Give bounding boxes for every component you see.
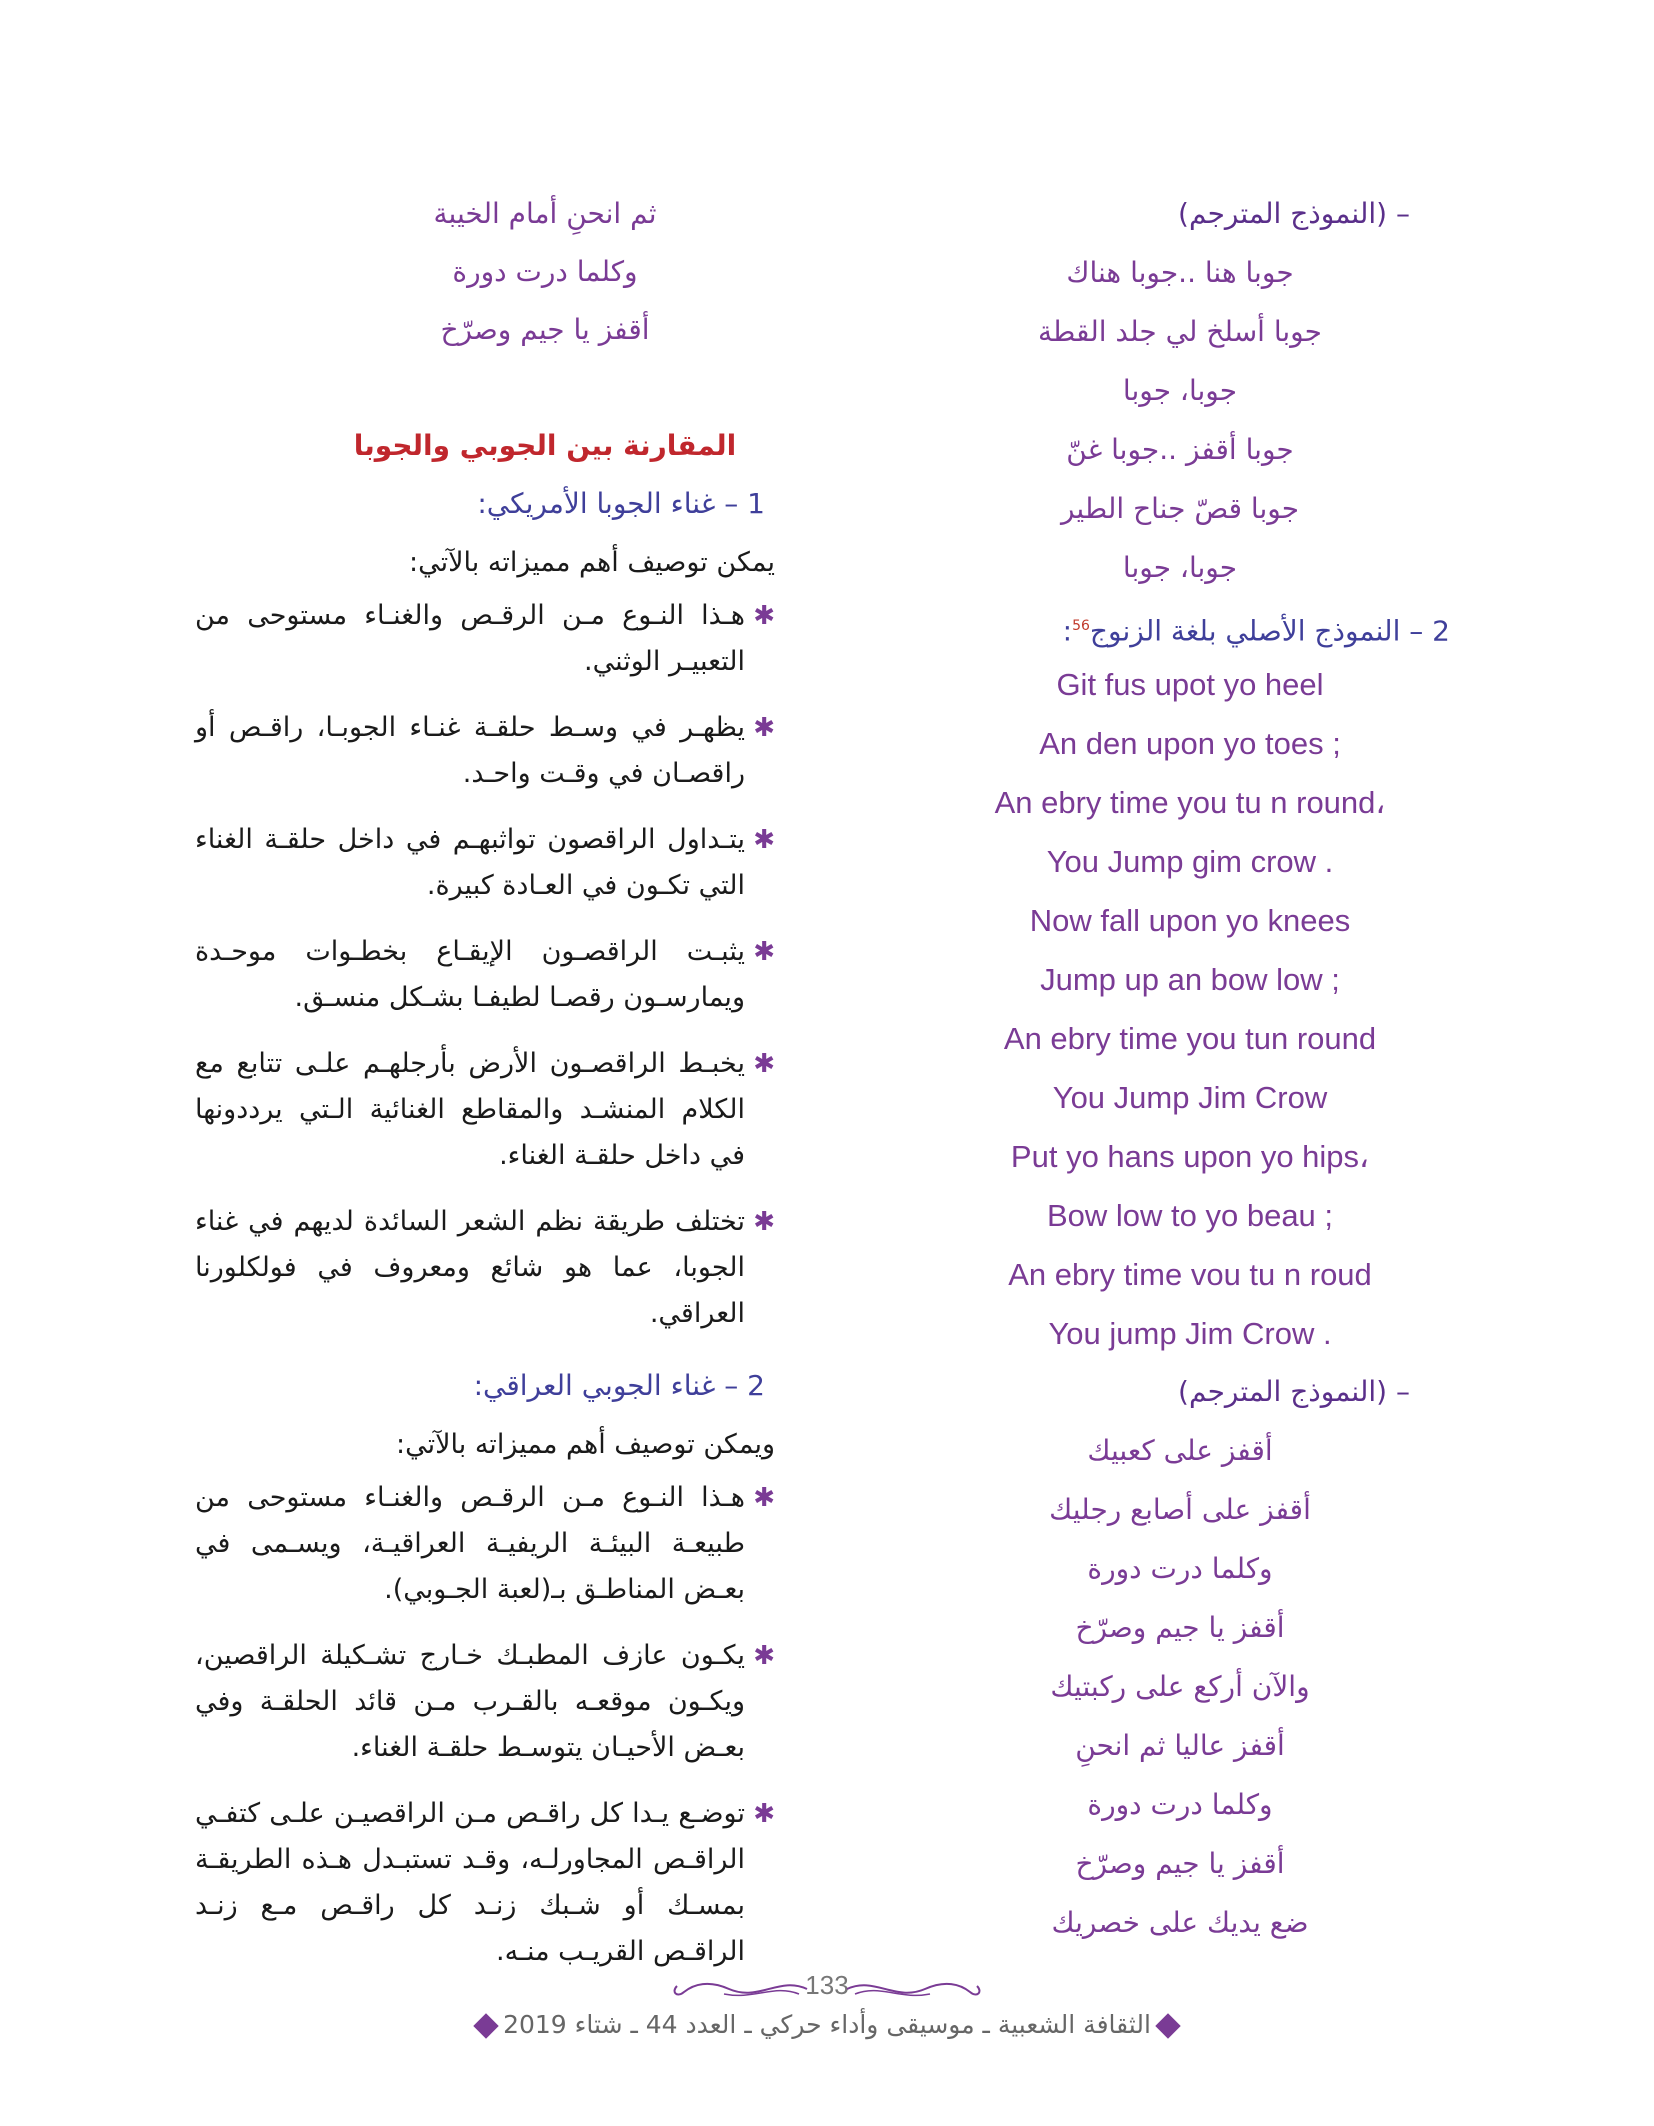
poem-line-english: Git fus upot yo heel [1056,667,1324,702]
poem-line-english: Bow low to yo beau ; [1046,1198,1334,1233]
bullet-item [195,1791,775,1975]
star-bullet-icon: ✱ [753,1207,775,1237]
poem-line: والآن أركع على ركبتيك [1050,1670,1310,1703]
original-heading-suffix: : [1062,614,1073,648]
poem-line-english: Now fall upon yo knees [1029,903,1351,938]
poem-line: وكلما درت دورة [1087,1788,1273,1821]
poem-line-english: You jump Jim Crow . [1048,1316,1332,1351]
bullet-text-rest: طبيعـة البيئـة الريفيـة العراقيـة، ويسـمى في بعـض المناطـق بـ(لعبة الجـوبي). [195,1528,745,1605]
bullet-item [195,1041,775,1179]
poem-line-english: An ebry time vou tu n roud [1008,1257,1372,1292]
journal-footer [0,2010,1654,2039]
bullet-text-first: يثبـت الراقصـون الإيقـاع بخطـوات موحـدة [195,936,745,967]
poem-line: أقفز يا جيم وصرّخ [1075,1611,1285,1644]
star-bullet-icon: ✱ [753,937,775,967]
translated-lines-2 [930,1421,1450,1952]
poem-line: ضع يديك على خصريك [1051,1906,1309,1939]
bullet-text-rest: ويمارسـون رقصـا لطيفـا بشـكل منسـق. [294,982,745,1013]
star-bullet-icon: ✱ [753,1049,775,1079]
bullet-text-first: هـذا النـوع مـن الرقـص والغنـاء مستوحى من [195,600,745,631]
poem-column [930,185,1450,1952]
verse-line: ثم انحنِ أمام الخيبة [433,197,657,230]
star-bullet-icon: ✱ [753,601,775,631]
bullet-item [195,593,775,685]
poem-line-english: Jump up an bow low ; [1040,962,1340,997]
bullet-item [195,817,775,909]
star-bullet-icon: ✱ [753,825,775,855]
verse-top [195,185,775,359]
bullet-text-rest: الجوبا، عما هو شائع ومعروف في فولكلورنا العراقي. [195,1252,745,1329]
verse-line: وكلما درت دورة [452,255,638,288]
article-column [195,185,775,1995]
poem-line-english: An ebry time you tu n round، [994,785,1386,820]
translated-heading: – (النموذج المترجم) [1178,197,1410,230]
poem-line: أقفز عاليا ثم انحنِ [1075,1729,1285,1762]
translated-lines-1 [930,243,1450,597]
star-bullet-icon: ✱ [753,1799,775,1829]
section2-intro: ويمكن توصيف أهم مميزاته بالآتي: [395,1429,775,1460]
footnote-ref: 56 [1072,618,1090,634]
diamond-icon [1155,2013,1180,2038]
bullet-text-first: يظهـر في وسـط حلقـة غنـاء الجوبـا، راقـص أو [195,712,745,743]
bullet-text-rest: التي تكـون في العـادة كبيرة. [426,870,745,901]
diamond-icon [473,2013,498,2038]
bullet-text-rest: التعبيـر الوثني. [583,646,745,677]
bullet-item [195,1633,775,1771]
bullet-text-first: يكـون عازف المطبـك خـارج تشـكيلة الراقصين، [195,1640,745,1671]
poem-line-english: You Jump gim crow . [1046,844,1334,879]
star-bullet-icon: ✱ [753,713,775,743]
bullet-text-first: توضـع يـدا كل راقـص مـن الراقصيـن علـى كتفـي [195,1798,745,1829]
verse-line: أقفز يا جيم وصرّخ [440,313,650,346]
section2-bullets [195,1475,775,1975]
comparison-title: المقارنة بين الجوبي والجوبا [353,429,737,462]
poem-line-english: An den upon yo toes ; [1039,726,1341,761]
bullet-text-rest: الراقـص المجاورلـه، وقـد تستبـدل هـذه الطريقـة بمسـك أو شـبك زنـد كل راقـص مـع زنـد الراقـص القريـب منـه. [195,1844,745,1967]
star-bullet-icon: ✱ [753,1483,775,1513]
original-heading [930,597,1450,655]
poem-line-english: An ebry time you tun round [1003,1021,1377,1056]
original-heading-text: 2 – النموذج الأصلي بلغة الزنوج [1089,614,1450,648]
bullet-text-first: يخبـط الراقصـون الأرض بأرجلهـم علـى تتابع مع [195,1048,745,1079]
english-lines [930,655,1450,1363]
poem-line: جوبا قصّ جناح الطير [1060,492,1300,525]
flourish-right-icon [845,1974,985,2004]
page-number [805,1970,848,2001]
bullet-item [195,1475,775,1613]
bullet-text-first: تختلف طريقة نظم الشعر السائدة لديهم في غناء [195,1206,745,1237]
flourish-left-icon [669,1974,809,2004]
page-number-text: 133 [805,1970,849,2000]
poem-line: أقفز على أصابع رجليك [1049,1493,1311,1526]
bullet-item [195,929,775,1021]
bullet-item [195,705,775,797]
poem-line: جوبا، جوبا [1122,551,1238,584]
bullet-text-rest: راقصـان في وقـت واحـد. [462,758,745,789]
section1-title: 1 – غناء الجوبا الأمريكي: [477,487,765,520]
section1-bullets [195,593,775,1337]
bullet-item [195,1199,775,1337]
bullet-text-rest: الكلام المنشـد والمقاطع الغنائية الـتي يرددونها في داخل حلقـة الغناء. [195,1094,745,1171]
poem-line: أقفز على كعبيك [1087,1434,1273,1467]
star-bullet-icon: ✱ [753,1641,775,1671]
journal-text: الثقافة الشعبية ـ موسيقى وأداء حركي ـ العدد 44 ـ شتاء 2019 [503,2010,1151,2039]
poem-line: جوبا أقفز ..جوبا غنّ [1066,433,1294,466]
poem-line-english: You Jump Jim Crow [1052,1080,1328,1115]
poem-line: جوبا، جوبا [1122,374,1238,407]
poem-line: جوبا هنا ..جوبا هناك [1066,256,1294,289]
poem-line: أقفز يا جيم وصرّخ [1075,1847,1285,1880]
bullet-text-first: هـذا النـوع مـن الرقـص والغنـاء مستوحى من [195,1482,745,1513]
bullet-text-first: يتـداول الراقصون تواثبهـم في داخل حلقـة الغناء [195,824,745,855]
page-number-area [0,1970,1654,2010]
section2-title: 2 – غناء الجوبي العراقي: [473,1369,765,1402]
section1-intro: يمكن توصيف أهم مميزاته بالآتي: [409,547,775,578]
poem-line: جوبا أسلخ لي جلد القطة [1038,315,1322,348]
bullet-text-rest: ويكـون موقعـه بالقـرب مـن قائد الحلقـة وفي بعـض الأحيـان يتوسـط حلقـة الغناء. [195,1686,745,1763]
poem-line-english: Put yo hans upon yo hips، [1010,1139,1370,1174]
poem-line: وكلما درت دورة [1087,1552,1273,1585]
translated-heading-2: – (النموذج المترجم) [1178,1375,1410,1408]
